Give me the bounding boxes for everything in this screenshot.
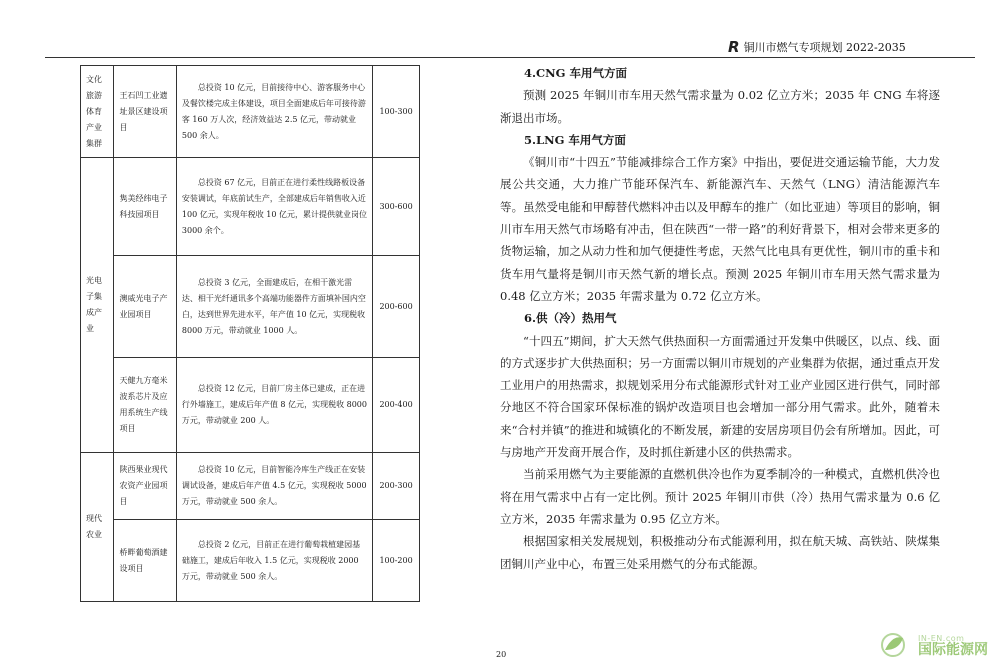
project-desc-cell: 总投资 67 亿元，目前正在进行柔性线路板设备安装调试，年底前试生产，全部建成后年销售收入近 100 亿元，实现年税收 10 亿元，累计提供就业岗位 3000 余个。 [176, 158, 372, 256]
table-row [81, 66, 420, 158]
project-desc-cell: 总投资 12 亿元，目前厂房主体已建成，正在进行外墙施工，建成后年产值 8 亿元，实现税收 8000 万元，带动就业 200 人。 [176, 358, 372, 453]
page-header [728, 38, 906, 56]
paragraph: 《铜川市“十四五”节能减排综合工作方案》中指出，要促进交通运输节能，大力发展公共交通，大力推广节能环保汽车、新能源汽车、天然气（LNG）清洁能源汽车等。虽然受电能和甲醇替代燃料冲击以及甲醇车的推广（如比亚迪）等项目的影响，铜川市车用天然气市场略有冲击，但在陕西“一带一路”的利好背景下，相对会带来更多的货物运输，加之从动力性和加气便捷性考虑，天然气比电具有更优性，铜川市的重卡和货车用气量将是铜川市天然气新的增长点。预测 2025 年铜川市车用天然气需求量为 0.48 亿立方米；2035 年需求量为 0.72 亿立方米。 [500, 155, 940, 303]
demand-cell: 100-300 [373, 66, 420, 158]
table-row [81, 520, 420, 602]
section-heading: 5.LNG 车用气方面 [524, 132, 626, 147]
demand-cell: 200-400 [373, 358, 420, 453]
demand-cell: 200-600 [373, 256, 420, 358]
demand-cell: 100-200 [373, 520, 420, 602]
table-row [81, 453, 420, 520]
table-row [81, 256, 420, 358]
watermark-text: 国际能源网 [918, 641, 988, 658]
watermark-url: IN-EN.com [918, 633, 965, 643]
project-name-cell: 天健九方毫米波系芯片及应用系统生产线项目 [114, 358, 176, 453]
demand-cell: 300-600 [373, 158, 420, 256]
main-text [500, 62, 940, 575]
category-cell: 光电子集成产业 [81, 158, 114, 453]
paragraph: 根据国家相关发展规划，积极推动分布式能源利用，拟在航天城、高铁站、陕煤集团铜川产业中心，布置三处采用燃气的分布式能源。 [500, 534, 940, 571]
category-cell: 现代农业 [81, 453, 114, 602]
project-name-cell: 王石凹工业遗址景区建设项目 [114, 66, 176, 158]
page-number: 20 [496, 650, 507, 659]
paragraph: 当前采用燃气为主要能源的直燃机供冷也作为夏季制冷的一种模式，直燃机供冷也将在用气需求中占有一定比例。预计 2025 年铜川市供（冷）热用气需求量为 0.6 亿立方米，2035 年需求量为 0.95 亿立方米。 [500, 467, 940, 526]
section-heading: 6.供（冷）热用气 [524, 311, 617, 326]
project-name-cell: 桥畔葡萄酒建设项目 [114, 520, 176, 602]
header-title: 铜川市燃气专项规划 2022-2035 [743, 41, 906, 54]
leaf-logo-icon [873, 630, 913, 660]
project-desc-cell: 总投资 2 亿元，目前正在进行葡萄栽植建园基础施工，建成后年收入 1.5 亿元，实现税收 2000 万元，带动就业 500 余人。 [176, 520, 372, 602]
category-cell: 文化旅游体育产业集群 [81, 66, 114, 158]
section-heading: 4.CNG 车用气方面 [524, 66, 627, 80]
project-table [80, 65, 420, 602]
header-rule [45, 57, 975, 58]
project-desc-cell: 总投资 10 亿元，目前接待中心、游客服务中心及餐饮楼完成主体建设，项目全面建成后年可接待游客 160 万人次，经济效益达 2.5 亿元，带动就业 500 余人。 [176, 66, 372, 158]
paragraph: 预测 2025 年铜川市车用天然气需求量为 0.02 亿立方米；2035 年 CNG 车将逐渐退出市场。 [500, 88, 940, 125]
project-name-cell: 澳威光电子产业园项目 [114, 256, 176, 358]
project-name-cell: 陕西果业现代农资产业园项目 [114, 453, 176, 520]
paragraph: “十四五”期间，扩大天然气供热面积一方面需通过开发集中供暖区，以点、线、面的方式逐步扩大供热面积；另一方面需以铜川市规划的产业集群为依据，通过重点开发工业用户的用热需求，拟规划采用分布式能源形式针对工业产业园区进行供气，同时部分地区不符合国家环保标准的锅炉改造项目也会增加一部分用气需求。此外，随着未来“合村并镇”的推进和城镇化的不断发展，新建的安居房项目仍会有所增加。因此，可与房地产开发商开展合作，及时抓住新建小区的供热需求。 [500, 333, 940, 460]
project-name-cell: 隽美经纬电子科技园项目 [114, 158, 176, 256]
header-logo: R [728, 38, 740, 56]
project-desc-cell: 总投资 3 亿元，全面建成后，在相干激光雷达、相干光纤通讯多个高端功能器件方面填补国内空白，达到世界先进水平，年产值 10 亿元，实现税收 8000 万元，带动就业 1000 人。 [176, 256, 372, 358]
watermark [873, 630, 988, 660]
demand-cell: 200-300 [373, 453, 420, 520]
table-row [81, 158, 420, 256]
project-desc-cell: 总投资 10 亿元，目前智能冷库生产线正在安装调试设备，建成后年产值 4.5 亿元，实现税收 5000 万元，带动就业 500 余人。 [176, 453, 372, 520]
table-row [81, 358, 420, 453]
